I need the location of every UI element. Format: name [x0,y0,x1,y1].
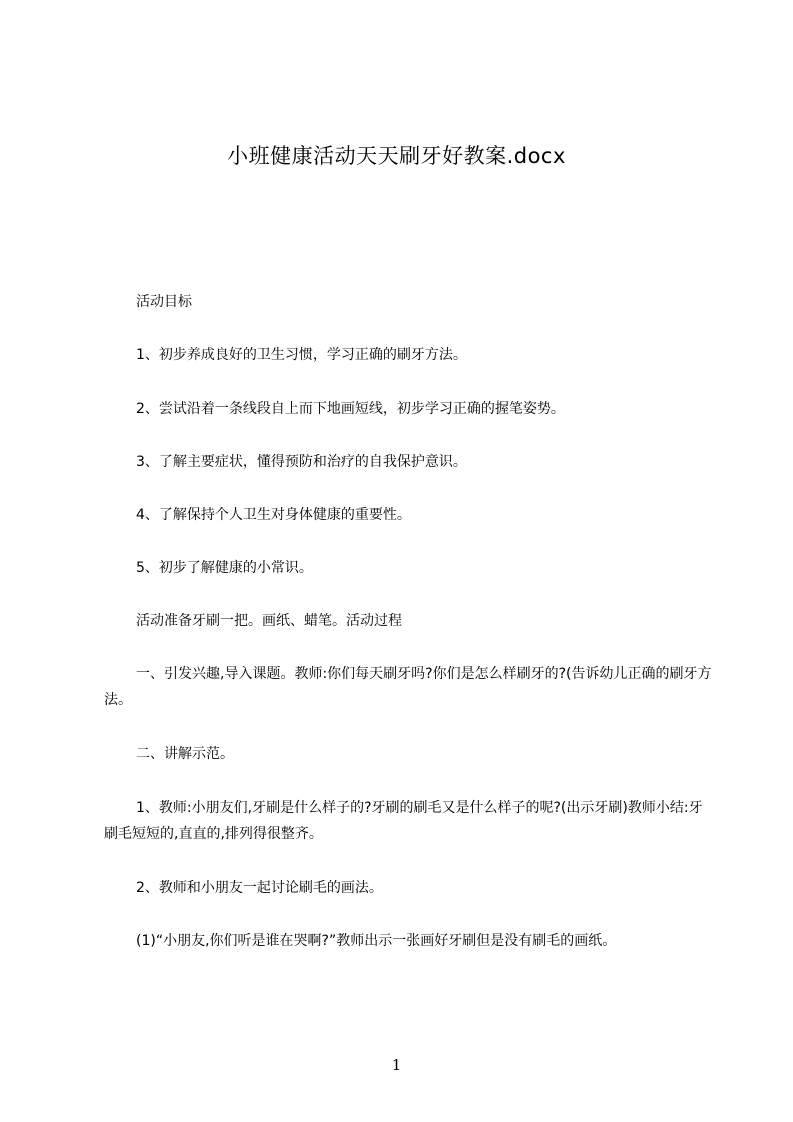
paragraph-goal-2: 2、尝试沿着一条线段自上而下地画短线，初步学习正确的握笔姿势。 [136,401,565,417]
paragraph-preparation: 活动准备牙刷一把。画纸、蜡笔。活动过程 [136,613,402,629]
paragraph-goal-5: 5、初步了解健康的小常识。 [136,560,313,576]
paragraph-step-2-1: 1、教师:小朋友们,牙刷是什么样子的?牙刷的刷毛又是什么样子的呢?(出示牙刷)教师小结:牙刷毛短短的,直直的,排列得很整齐。 [104,800,703,842]
page-number: 1 [391,1056,402,1074]
document-title: 小班健康活动天天刷牙好教案.docx [227,144,566,168]
paragraph-step-1: 一、引发兴趣,导入课题。教师:你们每天刷牙吗?你们是怎么样刷牙的?(告诉幼儿正确的刷牙方法。 [104,666,712,708]
paragraph-goal-4: 4、了解保持个人卫生对身体健康的重要性。 [136,507,411,523]
paragraph-step-2-2: 2、教师和小朋友一起讨论刷毛的画法。 [136,880,383,896]
paragraph-goal-3: 3、了解主要症状，懂得预防和治疗的自我保护意识。 [136,454,467,470]
paragraph-activity-goals-heading: 活动目标 [136,294,192,310]
paragraph-step-2-2-1: (1)“小朋友,你们听是谁在哭啊?”教师出示一张画好牙刷但是没有刷毛的画纸。 [136,933,617,949]
paragraph-goal-1: 1、初步养成良好的卫生习惯，学习正确的刷牙方法。 [136,347,467,363]
paragraph-step-2-heading: 二、讲解示范。 [136,746,234,762]
